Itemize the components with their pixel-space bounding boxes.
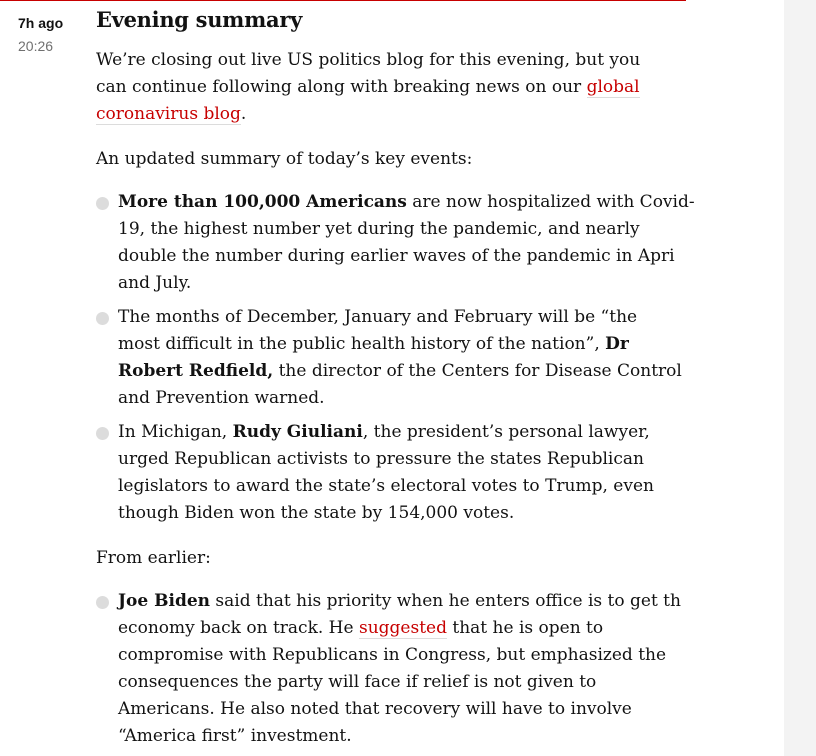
live-blog-entry <box>96 6 695 750</box>
intro-text: We’re closing out live US politics blog for this evening, but you can continue following along with breaking news on our <box>96 50 641 97</box>
bullet-line: and July. <box>118 273 192 293</box>
line-text: that he is open to <box>446 618 604 638</box>
post-time: 20:26 <box>18 38 54 54</box>
bullet-line: Americans. He also noted that recovery will have to involve <box>118 699 632 719</box>
bullet-line: legislators to award the state’s electoral votes to Trump, even <box>118 476 654 496</box>
bullet-line: compromise with Republicans in Congress, but emphasized the <box>118 645 667 665</box>
bullet-line: urged Republican activists to pressure the states Republican <box>118 449 644 469</box>
bullet-line <box>118 615 670 642</box>
bullet-line: consequences the party will face if relief is not given to <box>118 672 597 692</box>
intro-paragraph <box>96 47 670 128</box>
bullet-line <box>118 419 670 446</box>
list-item <box>96 588 681 750</box>
link-text-part-2: coronavirus blog <box>96 104 241 124</box>
bold-text: Joe Biden <box>118 591 211 611</box>
line-text: , the president’s personal lawyer, <box>362 422 650 442</box>
bullet-line: though Biden won the state by 154,000 votes. <box>118 503 515 523</box>
bullet-line: double the number during earlier waves of the pandemic in Apri <box>118 246 675 266</box>
suggested-link[interactable]: suggested <box>358 618 447 638</box>
right-gutter <box>784 0 816 756</box>
line-text: most difficult in the public health history of the nation”, <box>118 334 606 354</box>
top-rule-divider <box>0 0 686 1</box>
bullet-dot-icon <box>96 197 109 210</box>
bold-text: Robert Redfield, <box>118 361 274 381</box>
summary-heading: An updated summary of today’s key events: <box>96 149 473 169</box>
bullet-dot-icon <box>96 596 109 609</box>
bullet-line: and Prevention warned. <box>118 388 325 408</box>
link-text-part-1: global <box>586 77 640 97</box>
post-meta <box>18 13 88 59</box>
list-item <box>96 419 670 527</box>
bold-text: Dr <box>605 334 629 354</box>
line-text: said that his priority when he enters office is to get th <box>210 591 681 611</box>
bullet-line: The months of December, January and February will be “the <box>118 307 638 327</box>
bold-text: More than 100,000 Americans <box>118 192 407 212</box>
key-events-list <box>96 189 695 527</box>
earlier-heading: From earlier: <box>96 548 211 568</box>
list-item <box>96 304 682 412</box>
bullet-dot-icon <box>96 312 109 325</box>
line-text: the director of the Centers for Disease Control <box>273 361 682 381</box>
bullet-dot-icon <box>96 427 109 440</box>
bold-text: Rudy Giuliani <box>232 422 363 442</box>
intro-end: . <box>240 104 247 124</box>
list-item <box>96 189 695 297</box>
bullet-line: 19, the highest number yet during the pandemic, and nearly <box>118 219 640 239</box>
bullet-line <box>118 588 681 615</box>
entry-title: Evening summary <box>96 7 302 32</box>
bullet-line <box>118 189 695 216</box>
line-text: are now hospitalized with Covid- <box>406 192 695 212</box>
bullet-line <box>118 331 670 358</box>
line-text: In Michigan, <box>118 422 233 442</box>
bullet-line <box>118 358 682 385</box>
relative-timestamp: 7h ago <box>18 15 64 31</box>
line-text: economy back on track. He <box>118 618 359 638</box>
earlier-events-list <box>96 588 681 750</box>
bullet-line: “America first” investment. <box>118 726 352 746</box>
